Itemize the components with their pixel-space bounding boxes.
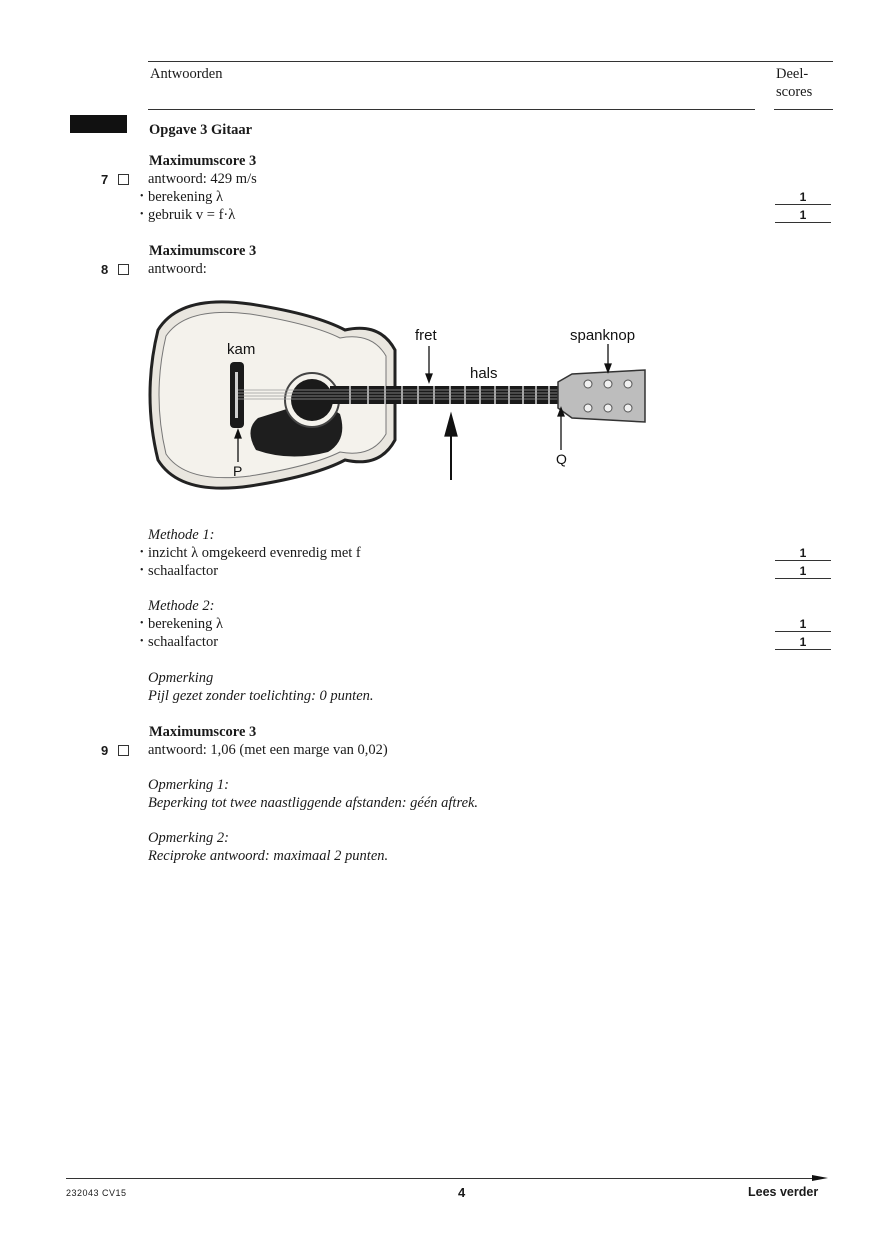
q8-remark-title: Opmerking	[148, 670, 214, 686]
header-top-rule	[148, 61, 833, 62]
method2-item-1-score: 1	[775, 617, 831, 632]
scores-header-line1: Deel-	[776, 66, 809, 82]
q9-number: 9	[101, 743, 109, 758]
method1-item-2-score: 1	[775, 564, 831, 579]
q9-remark2-title: Opmerking 2:	[148, 830, 229, 846]
q9-checkbox	[118, 745, 129, 756]
header-bottom-rule	[148, 109, 755, 110]
q9-maxscore: Maximumscore 3	[149, 724, 257, 740]
neck	[330, 386, 558, 404]
q7-number: 7	[101, 172, 109, 187]
q8-remark-text: Pijl gezet zonder toelichting: 0 punten.	[148, 688, 374, 704]
method1-item-1-score: 1	[775, 546, 831, 561]
footer-page-number: 4	[458, 1185, 466, 1200]
scores-header-rule	[774, 109, 833, 110]
q7-maxscore: Maximumscore 3	[149, 153, 257, 169]
guitar-figure	[140, 290, 660, 500]
q7-checkbox	[118, 174, 129, 185]
q8-checkbox	[118, 264, 129, 275]
section-marker-block	[70, 115, 127, 133]
q7-answer: antwoord: 429 m/s	[148, 171, 257, 187]
method1-item-1: • inzicht λ omgekeerd evenredig met f	[148, 544, 361, 562]
label-hals: hals	[470, 365, 498, 382]
scores-header-line2: scores	[776, 84, 813, 100]
method2-item-1: • berekening λ	[148, 615, 223, 633]
q8-answer: antwoord:	[148, 261, 207, 277]
footer-rule	[66, 1178, 818, 1179]
spanknop-arrow-head	[605, 364, 611, 372]
q8-number: 8	[101, 262, 109, 277]
method2-item-2: • schaalfactor	[148, 633, 218, 651]
q7-item-1: • berekening λ	[148, 188, 223, 206]
label-p: P	[233, 463, 243, 479]
q9-answer: antwoord: 1,06 (met een marge van 0,02)	[148, 742, 388, 758]
q9-remark2-text: Reciproke antwoord: maximaal 2 punten.	[148, 848, 389, 864]
footer-continue: Lees verder	[748, 1185, 819, 1199]
label-spanknop: spanknop	[570, 327, 636, 344]
method1-item-2: • schaalfactor	[148, 562, 218, 580]
q8-maxscore: Maximumscore 3	[149, 243, 257, 259]
section-title: Opgave 3 Gitaar	[149, 122, 253, 138]
answers-header: Antwoorden	[150, 66, 223, 82]
method1-title: Methode 1:	[148, 527, 215, 543]
label-q: Q	[556, 451, 567, 467]
q7-item-2-score: 1	[775, 208, 831, 223]
answer-arrow-head	[445, 414, 457, 436]
q7-item-2: • gebruik v = f·λ	[148, 206, 235, 224]
footer-code: 232043 CV15	[66, 1188, 127, 1198]
headstock	[558, 370, 645, 422]
q7-item-1-score: 1	[775, 190, 831, 205]
label-fret: fret	[415, 327, 437, 344]
method2-item-2-score: 1	[775, 635, 831, 650]
q9-remark1-title: Opmerking 1:	[148, 777, 229, 793]
method2-title: Methode 2:	[148, 598, 215, 614]
footer-arrow-icon	[812, 1173, 828, 1183]
q9-remark1-text: Beperking tot twee naastliggende afstanden: géén aftrek.	[148, 795, 479, 811]
fret-arrow-head	[426, 374, 432, 382]
label-kam: kam	[227, 341, 256, 358]
